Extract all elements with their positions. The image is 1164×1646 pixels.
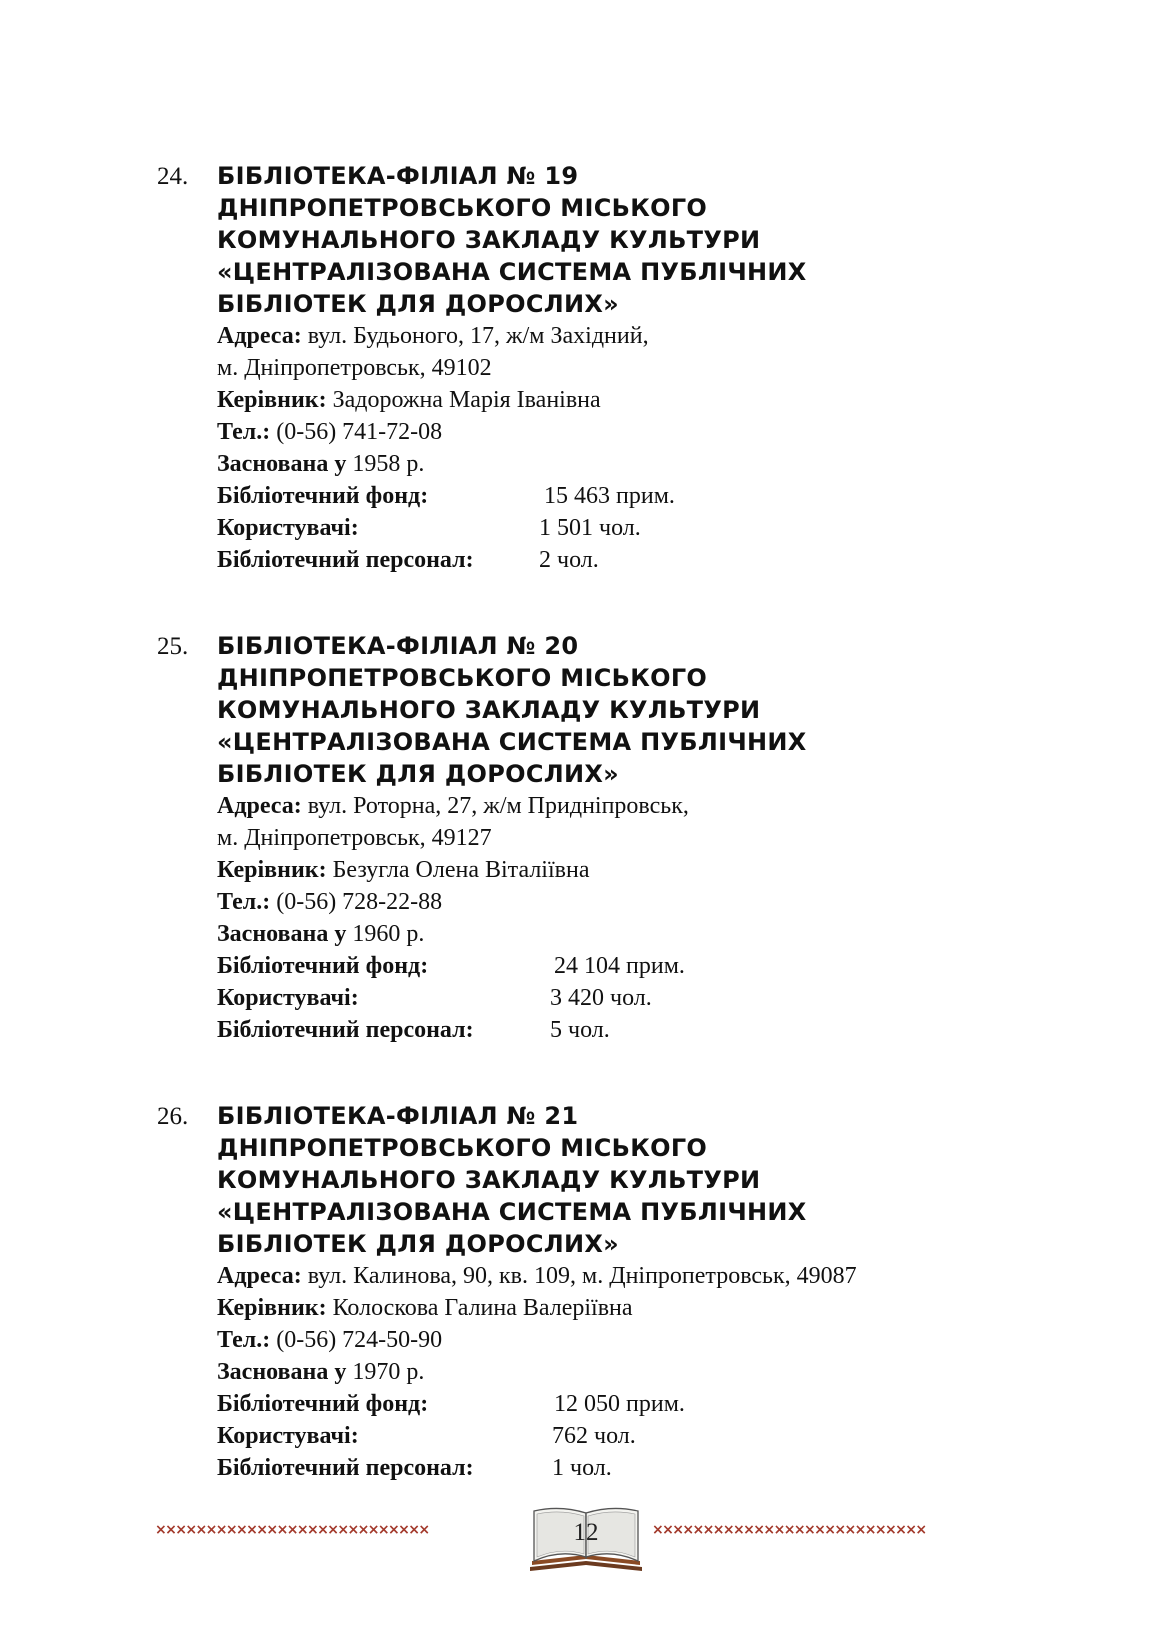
phone-value: (0-56) 724-50-90 [276, 1327, 443, 1353]
entry-number: 26. [157, 1103, 189, 1130]
entry-block [217, 1100, 1117, 1484]
entry-title-line: «ЦЕНТРАЛІЗОВАНА СИСТЕМА ПУБЛІЧНИХ [217, 1198, 807, 1226]
founded-value: 1970 р. [352, 1359, 425, 1385]
entry-title-line: БІБЛІОТЕКА-ФІЛІАЛ № 20 [217, 632, 579, 660]
users-label: Користувачі: [217, 515, 359, 541]
page-number: 12 [573, 1519, 599, 1546]
address-label: Адреса: [217, 793, 302, 819]
page-footer [0, 1505, 1164, 1575]
head-label: Керівник: [217, 1295, 327, 1321]
address-value: вул. Роторна, 27, ж/м Придніпровськ, [307, 793, 689, 819]
head-value: Безугла Олена Віталіївна [332, 857, 590, 883]
address-value: вул. Будьоного, 17, ж/м Західний, [307, 323, 649, 349]
head-value: Задорожна Марія Іванівна [332, 387, 601, 413]
head-value: Колоскова Галина Валеріївна [332, 1295, 633, 1321]
entry-number: 24. [157, 163, 189, 190]
address-line [217, 790, 1117, 822]
head-line [217, 854, 1117, 886]
founded-value: 1960 р. [352, 921, 425, 947]
entry-title-line: КОМУНАЛЬНОГО ЗАКЛАДУ КУЛЬТУРИ [217, 1166, 761, 1194]
users-value: 3 420 чол. [550, 985, 652, 1011]
entry-title-line: КОМУНАЛЬНОГО ЗАКЛАДУ КУЛЬТУРИ [217, 696, 761, 724]
users-row [217, 1420, 1117, 1452]
address-line [217, 1260, 1117, 1292]
fund-label: Бібліотечний фонд: [217, 1391, 429, 1417]
staff-value: 2 чол. [539, 547, 599, 573]
fund-value: 24 104 прим. [554, 953, 685, 979]
staff-row [217, 544, 1117, 576]
users-row [217, 512, 1117, 544]
fund-row [217, 480, 1117, 512]
founded-label: Заснована у [217, 451, 347, 477]
phone-label: Тел.: [217, 1327, 271, 1353]
phone-line [217, 416, 1117, 448]
entry-title-line: ДНІПРОПЕТРОВСЬКОГО МІСЬКОГО [217, 1134, 708, 1162]
address-label: Адреса: [217, 323, 302, 349]
users-value: 762 чол. [552, 1423, 636, 1449]
staff-label: Бібліотечний персонал: [217, 1017, 474, 1043]
fund-label: Бібліотечний фонд: [217, 483, 429, 509]
entry-title-line: БІБЛІОТЕК ДЛЯ ДОРОСЛИХ» [217, 1230, 619, 1258]
entry-title-line: БІБЛІОТЕКА-ФІЛІАЛ № 21 [217, 1102, 579, 1130]
entry-title-line: КОМУНАЛЬНОГО ЗАКЛАДУ КУЛЬТУРИ [217, 226, 761, 254]
fund-value: 12 050 прим. [554, 1391, 685, 1417]
head-label: Керівник: [217, 387, 327, 413]
founded-label: Заснована у [217, 1359, 347, 1385]
entry-title-line: БІБЛІОТЕКА-ФІЛІАЛ № 19 [217, 162, 579, 190]
open-book-icon [524, 1505, 648, 1575]
address-line-2: м. Дніпропетровськ, 49127 [217, 825, 492, 851]
head-line [217, 1292, 1117, 1324]
entry-block [217, 630, 1117, 1046]
entry-block [217, 160, 1117, 576]
staff-value: 5 чол. [550, 1017, 610, 1043]
phone-line [217, 886, 1117, 918]
entry-title-line: БІБЛІОТЕК ДЛЯ ДОРОСЛИХ» [217, 290, 619, 318]
address-line [217, 320, 1117, 352]
founded-label: Заснована у [217, 921, 347, 947]
users-label: Користувачі: [217, 985, 359, 1011]
founded-line [217, 448, 1117, 480]
phone-value: (0-56) 728-22-88 [276, 889, 443, 915]
address-label: Адреса: [217, 1263, 302, 1289]
phone-line [217, 1324, 1117, 1356]
entry-title-line: «ЦЕНТРАЛІЗОВАНА СИСТЕМА ПУБЛІЧНИХ [217, 728, 807, 756]
users-value: 1 501 чол. [539, 515, 641, 541]
founded-line [217, 918, 1117, 950]
users-label: Користувачі: [217, 1423, 359, 1449]
users-row [217, 982, 1117, 1014]
fund-value: 15 463 прим. [544, 483, 675, 509]
address-line-2: м. Дніпропетровськ, 49102 [217, 355, 492, 381]
staff-value: 1 чол. [552, 1455, 612, 1481]
ornament-left: ××××××××××××××××××××××××××× [155, 1522, 429, 1538]
staff-row [217, 1014, 1117, 1046]
phone-label: Тел.: [217, 889, 271, 915]
phone-label: Тел.: [217, 419, 271, 445]
staff-label: Бібліотечний персонал: [217, 1455, 474, 1481]
staff-row [217, 1452, 1117, 1484]
entry-title-line: ДНІПРОПЕТРОВСЬКОГО МІСЬКОГО [217, 194, 708, 222]
entry-title-line: БІБЛІОТЕК ДЛЯ ДОРОСЛИХ» [217, 760, 619, 788]
fund-row [217, 950, 1117, 982]
address-value: вул. Калинова, 90, кв. 109, м. Дніпропетровськ, 49087 [307, 1263, 857, 1289]
head-label: Керівник: [217, 857, 327, 883]
fund-row [217, 1388, 1117, 1420]
entry-title-line: ДНІПРОПЕТРОВСЬКОГО МІСЬКОГО [217, 664, 708, 692]
fund-label: Бібліотечний фонд: [217, 953, 429, 979]
head-line [217, 384, 1117, 416]
staff-label: Бібліотечний персонал: [217, 547, 474, 573]
founded-value: 1958 р. [352, 451, 425, 477]
entry-number: 25. [157, 633, 189, 660]
founded-line [217, 1356, 1117, 1388]
phone-value: (0-56) 741-72-08 [276, 419, 443, 445]
ornament-right: ××××××××××××××××××××××××××× [652, 1522, 926, 1538]
entry-title-line: «ЦЕНТРАЛІЗОВАНА СИСТЕМА ПУБЛІЧНИХ [217, 258, 807, 286]
